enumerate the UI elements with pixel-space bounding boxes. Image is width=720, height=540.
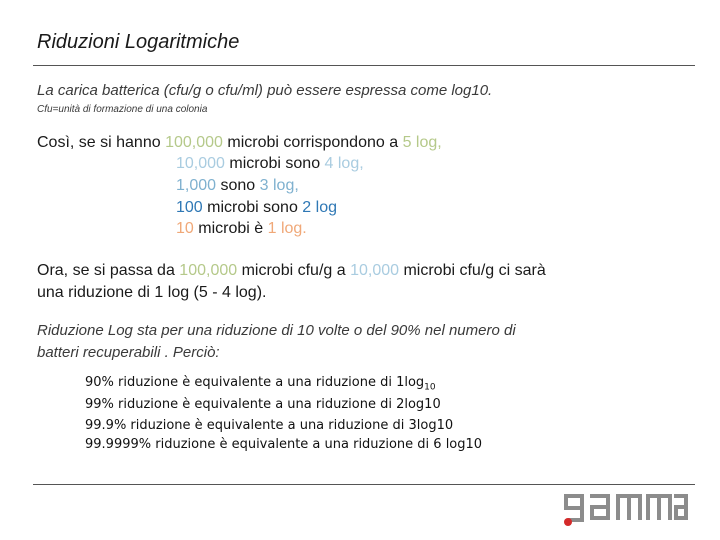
log-line-1-count: 100,000: [165, 134, 223, 151]
log-line-5: [176, 220, 307, 238]
log-line-5-mid: microbi è: [193, 220, 268, 237]
log-line-3-count: 1,000: [176, 177, 217, 194]
logo-red-dot: [564, 518, 572, 526]
log-line-5-count: 10: [176, 220, 194, 237]
cfu-note: Cfu=unità di formazione di una colonia: [37, 104, 208, 115]
log-line-4-mid: microbi sono: [202, 199, 303, 216]
log-line-2-count: 10,000: [176, 155, 225, 172]
log-line-3: [176, 177, 299, 195]
log-line-3-mid: sono: [216, 177, 260, 194]
gamma-logo: [560, 492, 690, 528]
log-line-1-mid: microbi corrispondono a: [222, 134, 403, 151]
log-line-4: [176, 199, 337, 217]
paragraph-line-1: [37, 262, 546, 280]
top-divider: [33, 65, 695, 66]
paragraph-mid: microbi cfu/g a: [237, 262, 351, 279]
log-line-2-log: 4 log,: [324, 155, 364, 172]
equivalence-4: 99.9999% riduzione è equivalente a una riduzione di 6 log10: [85, 437, 483, 452]
log-line-4-count: 100: [176, 199, 203, 216]
log-line-1-pre: Così, se si hanno: [37, 134, 166, 151]
equivalence-3: 99.9% riduzione è equivalente a una riduzione di 3log10: [85, 418, 454, 433]
riduzione-line-1: Riduzione Log sta per una riduzione di 10 volte o del 90% nel numero di: [37, 322, 516, 339]
equivalence-1: [85, 375, 436, 393]
bottom-divider: [33, 484, 695, 485]
equivalence-1-subscript: 10: [424, 382, 436, 393]
log-line-5-log: 1 log.: [267, 220, 307, 237]
log-line-2-mid: microbi sono: [224, 155, 325, 172]
log-line-2: [176, 155, 364, 173]
page-title: Riduzioni Logaritmiche: [37, 31, 240, 53]
riduzione-line-2: batteri recuperabili . Perciò:: [37, 344, 220, 361]
paragraph-line-2: una riduzione di 1 log (5 - 4 log).: [37, 284, 267, 301]
log-line-3-log: 3 log,: [259, 177, 299, 194]
paragraph-count-2: 10,000: [350, 262, 400, 279]
equivalence-2: 99% riduzione è equivalente a una riduzione di 2log10: [85, 397, 441, 412]
paragraph-post: microbi cfu/g ci sarà: [399, 262, 546, 279]
equivalence-1-text: 90% riduzione è equivalente a una riduzione di 1log: [85, 375, 425, 390]
intro-text: La carica batterica (cfu/g o cfu/ml) può essere espressa come log10.: [37, 82, 493, 99]
paragraph-pre: Ora, se si passa da: [37, 262, 180, 279]
log-line-1-log: 5 log,: [402, 134, 442, 151]
log-line-1: [37, 134, 442, 152]
paragraph-count-1: 100,000: [179, 262, 238, 279]
log-line-4-log: 2 log: [302, 199, 337, 216]
